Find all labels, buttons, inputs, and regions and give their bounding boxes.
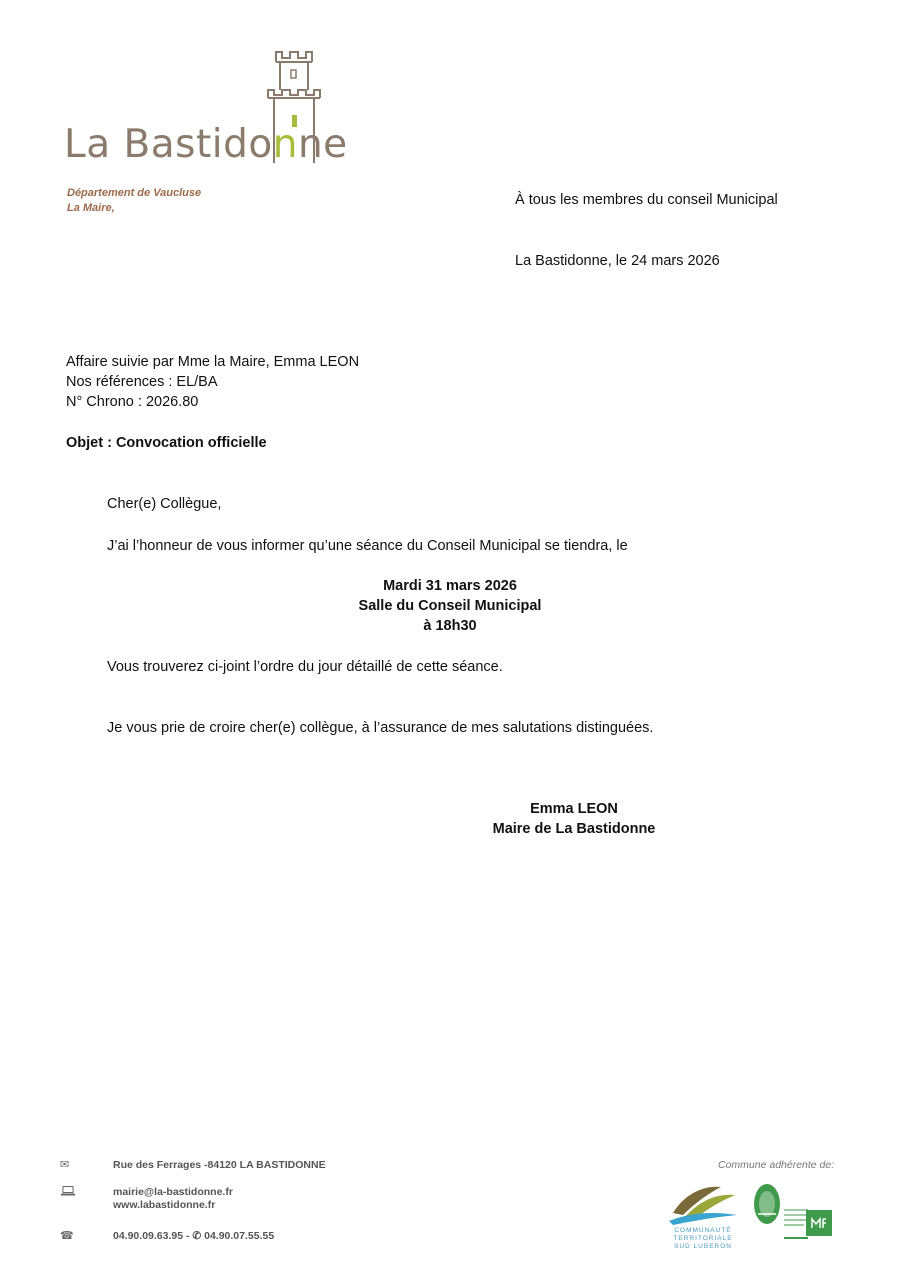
communaute-territoriale-logo-icon <box>665 1183 741 1227</box>
salutation: Cher(e) Collègue, <box>107 496 222 512</box>
intro-paragraph: J’ai l’honneur de vous informer qu’une séance du Conseil Municipal se tiendra, le <box>107 538 628 554</box>
event-time: à 18h30 <box>423 618 477 634</box>
attachment-paragraph: Vous trouverez ci-joint l’ordre du jour détaillé de cette séance. <box>107 659 503 675</box>
laptop-icon <box>60 1186 76 1196</box>
closing-paragraph: Je vous prie de croire cher(e) collègue, à l’assurance de mes salutations distinguées. <box>107 720 654 736</box>
member-of-label: Commune adhérente de: <box>718 1159 835 1171</box>
footer-email[interactable]: mairie@la-bastidonne.fr <box>113 1186 233 1198</box>
cc-line-1: COMMUNAUTÉ <box>674 1227 732 1234</box>
signature-block <box>474 799 674 839</box>
date-line: La Bastidonne, le 24 mars 2026 <box>515 253 720 269</box>
signatory-title: Maire de La Bastidonne <box>492 821 656 837</box>
footer-address: Rue des Ferrages -84120 LA BASTIDONNE <box>113 1159 326 1171</box>
department-block <box>67 186 201 216</box>
cc-line-3: SUD LUBERON <box>674 1243 732 1250</box>
commune-logo-text: La Bastidonne <box>64 122 348 167</box>
author-role: La Maire, <box>67 202 115 214</box>
recipient-line: À tous les membres du conseil Municipal <box>515 192 778 208</box>
department-name: Département de Vaucluse <box>67 187 202 199</box>
event-details <box>300 576 600 636</box>
followed-by: Affaire suivie par Mme la Maire, Emma LEON <box>66 354 360 370</box>
cc-line-2: TERRITORIALE <box>673 1235 733 1242</box>
our-references: Nos références : EL/BA <box>66 374 218 390</box>
references-block <box>66 352 359 412</box>
event-date: Mardi 31 mars 2026 <box>383 578 517 594</box>
envelope-icon: ✉ <box>60 1158 70 1171</box>
footer-phones: 04.90.09.63.95 - ✆ 04.90.07.55.55 <box>113 1230 275 1242</box>
signatory-name: Emma LEON <box>530 801 618 817</box>
parc-naturel-logo-icon <box>752 1182 782 1226</box>
chrono-number: N° Chrono : 2026.80 <box>66 394 199 410</box>
phone-icon: ☎ <box>60 1229 74 1242</box>
footer-contact <box>113 1186 233 1212</box>
subject-line: Objet : Convocation officielle <box>66 435 267 451</box>
event-place: Salle du Conseil Municipal <box>358 598 542 614</box>
mab-badge-icon <box>806 1210 832 1236</box>
footer-website[interactable]: www.labastidonne.fr <box>113 1199 216 1211</box>
communaute-territoriale-label <box>660 1227 746 1251</box>
